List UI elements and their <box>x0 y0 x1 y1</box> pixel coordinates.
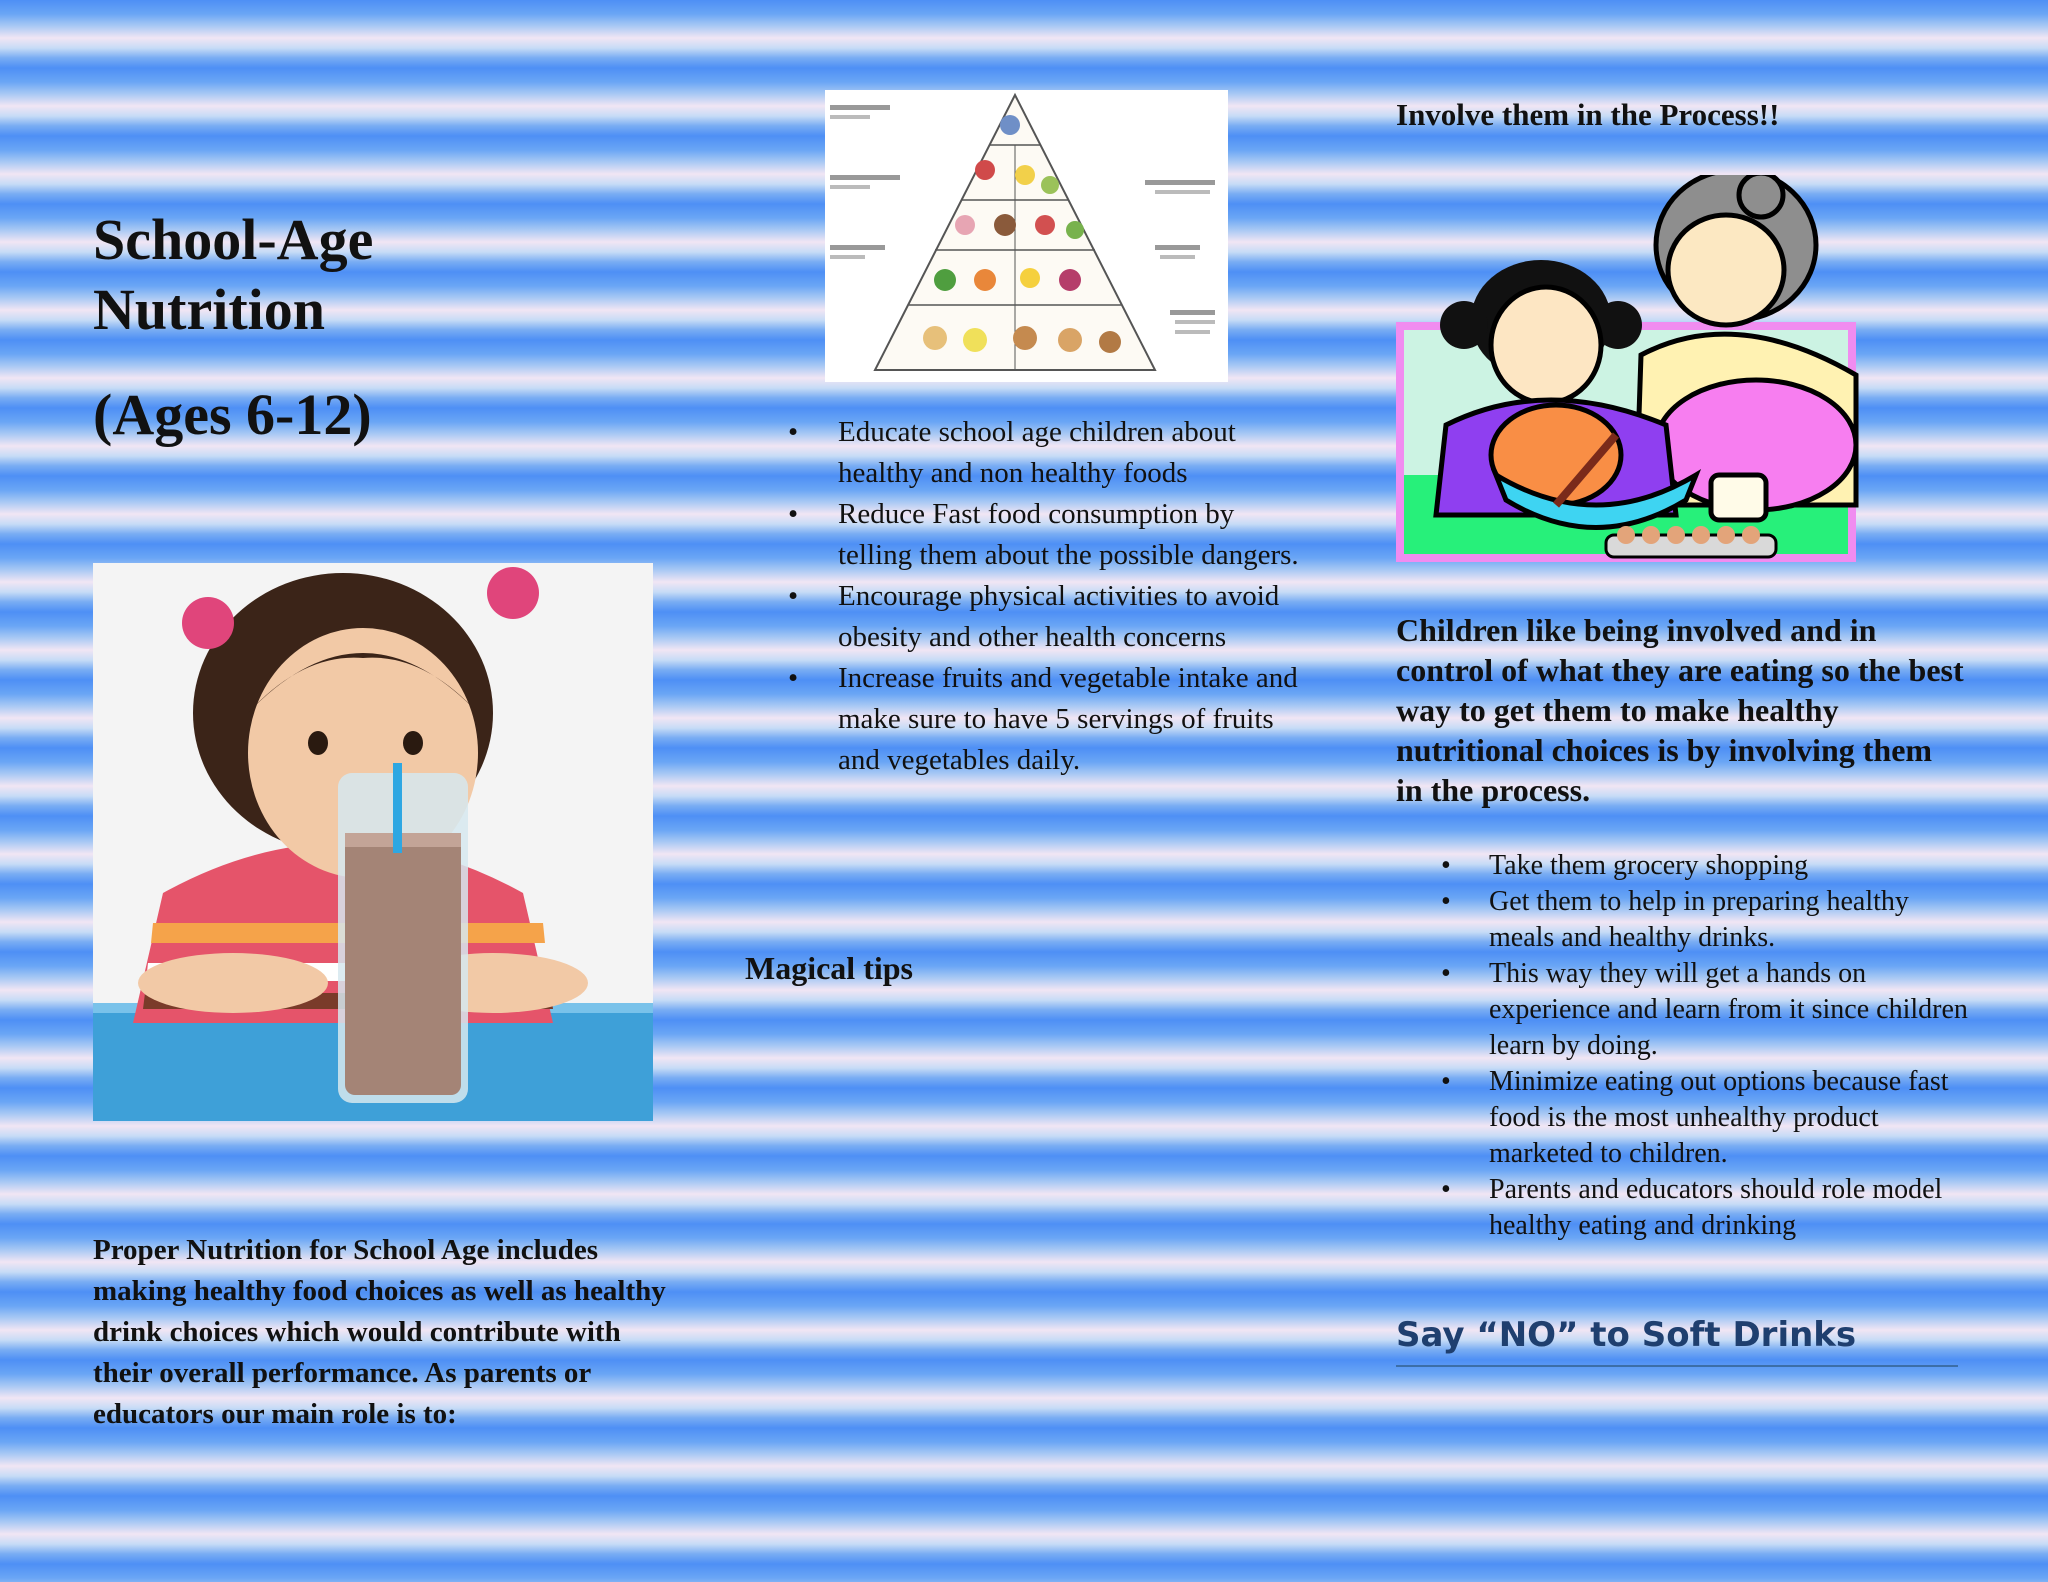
list-item: • Reduce Fast food consumption by telling them about the possible dangers. <box>788 494 1308 576</box>
title-line-2: Nutrition <box>93 277 325 342</box>
list-item: • Encourage physical activities to avoid obesity and other health concerns <box>788 576 1308 658</box>
list-item: • Increase fruits and vegetable intake and make sure to have 5 servings of fruits and vegetables daily. <box>788 658 1308 781</box>
involve-heading: Involve them in the Process!! <box>1396 97 1780 132</box>
soft-drinks-heading: Say “NO” to Soft Drinks <box>1396 1315 1958 1367</box>
list-item: • Take them grocery shopping <box>1441 848 1971 884</box>
girl-drinking-milk-photo <box>93 563 653 1121</box>
intro-paragraph: Proper Nutrition for School Age includes making healthy food choices as well as healthy drink choices which would contribute with their overall performance. As parents or educators our main role is to: <box>93 1234 666 1430</box>
food-pyramid-image <box>825 90 1228 382</box>
magical-tips-heading: Magical tips <box>745 950 913 986</box>
age-range-subtitle: (Ages 6-12) <box>93 382 372 447</box>
cooking-clipart-image <box>1396 175 1866 570</box>
brochure-title <box>93 205 653 345</box>
title-line-1: School-Age <box>93 207 374 272</box>
list-item: • Educate school age children about healthy and non healthy foods <box>788 412 1308 494</box>
list-item: • This way they will get a hands on experience and learn from it since children learn by doing. <box>1441 956 1971 1064</box>
list-item: • Minimize eating out options because fast food is the most unhealthy product marketed to children. <box>1441 1064 1971 1172</box>
right-bullet-list <box>1441 848 1971 1244</box>
middle-bullet-list <box>788 412 1308 781</box>
list-item: • Get them to help in preparing healthy meals and healthy drinks. <box>1441 884 1971 956</box>
involvement-paragraph: Children like being involved and in control of what they are eating so the best way to get them to make healthy nutritional choices is by involving them in the process. <box>1396 612 1964 808</box>
list-item: • Parents and educators should role model healthy eating and drinking <box>1441 1172 1971 1244</box>
